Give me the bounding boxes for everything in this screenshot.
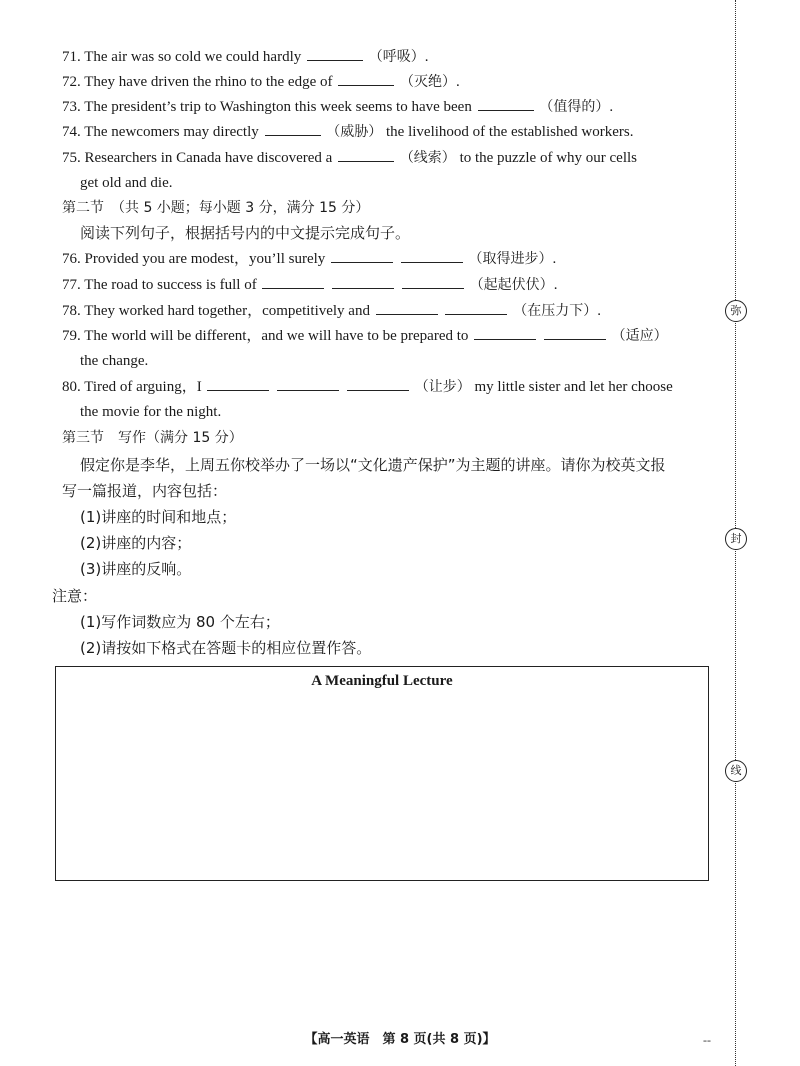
note-label: 注意： — [52, 587, 98, 605]
answer-blank — [478, 96, 534, 111]
answer-blank — [265, 121, 321, 136]
section-3-heading: 第三节 写作（满分 15 分） — [62, 430, 243, 446]
question-73: 73. The president’s trip to Washington this week seems to have been （值得的）. — [62, 96, 613, 117]
question-71: 71. The air was so cold we could hardly （呼吸）. — [62, 46, 429, 67]
answer-blank — [307, 46, 363, 61]
answer-blank — [402, 274, 464, 289]
writing-box-title: A Meaningful Lecture — [311, 673, 453, 689]
section-2-heading: 第二节 （共 5 小题；每小题 3 分，满分 15 分） — [62, 200, 370, 216]
question-79-continuation: the change. — [80, 353, 149, 369]
answer-blank — [401, 248, 463, 263]
answer-blank — [332, 274, 394, 289]
question-80-continuation: the movie for the night. — [80, 404, 222, 420]
answer-blank — [207, 376, 269, 391]
question-75: 75. Researchers in Canada have discovered a （线索） to the puzzle of why our cells — [62, 147, 637, 168]
answer-blank — [262, 274, 324, 289]
question-77: 77. The road to success is full of （起起伏伏）. — [62, 274, 557, 295]
note-2: (2)请按如下格式在答题卡的相应位置作答。 — [80, 639, 372, 657]
answer-blank — [474, 325, 536, 340]
writing-prompt-line-2: 写一篇报道，内容包括： — [62, 482, 228, 500]
answer-blank — [347, 376, 409, 391]
footer-mark: -- — [703, 1033, 711, 1047]
question-78: 78. They worked hard together，competitively and （在压力下）. — [62, 300, 601, 321]
answer-blank — [277, 376, 339, 391]
answer-blank — [331, 248, 393, 263]
question-74: 74. The newcomers may directly （威胁） the livelihood of the established workers. — [62, 121, 633, 142]
question-80: 80. Tired of arguing，I （让步） my little sister and let her choose — [62, 376, 673, 397]
answer-blank — [338, 71, 394, 86]
question-76: 76. Provided you are modest，you’ll surely （取得进步）. — [62, 248, 556, 269]
page-footer: 【高一英语 第 8 页(共 8 页)】 — [304, 1032, 496, 1047]
seal-mark: 弥 — [725, 300, 747, 322]
note-1: (1)写作词数应为 80 个左右； — [80, 613, 280, 631]
section-2-instruction: 阅读下列句子，根据括号内的中文提示完成句子。 — [80, 224, 411, 242]
answer-blank — [544, 325, 606, 340]
answer-blank — [445, 300, 507, 315]
seal-mark: 线 — [725, 760, 747, 782]
question-72: 72. They have driven the rhino to the edge of （灭绝）. — [62, 71, 460, 92]
writing-point-1: (1)讲座的时间和地点； — [80, 508, 237, 526]
writing-prompt-line-1: 假定你是李华，上周五你校举办了一场以“文化遗产保护”为主题的讲座。请你为校英文报 — [80, 456, 666, 474]
writing-answer-box — [55, 666, 709, 881]
question-79: 79. The world will be different，and we will have to be prepared to （适应） — [62, 325, 668, 346]
seal-mark: 封 — [725, 528, 747, 550]
writing-point-2: (2)讲座的内容； — [80, 534, 192, 552]
writing-point-3: (3)讲座的反响。 — [80, 560, 192, 578]
question-75-continuation: get old and die. — [80, 175, 173, 191]
answer-blank — [338, 147, 394, 162]
answer-blank — [376, 300, 438, 315]
